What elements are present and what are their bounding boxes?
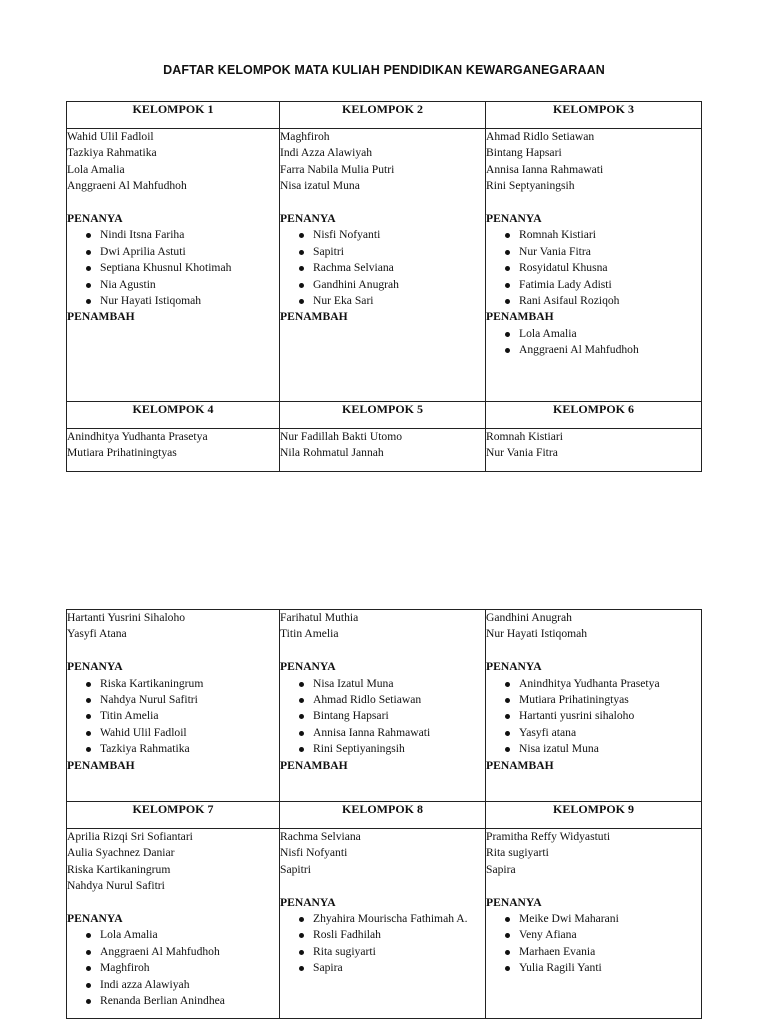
member-name: Annisa Ianna Rahmawati bbox=[486, 162, 604, 176]
list-item: Rani Asifaul Roziqoh bbox=[503, 293, 701, 309]
member-name: Gandhini Anugrah bbox=[486, 611, 572, 624]
list-item: Marhaen Evania bbox=[503, 944, 701, 960]
penanya-label: PENANYA bbox=[486, 895, 542, 909]
list-item: Nisa Izatul Muna bbox=[297, 676, 485, 692]
member-name: Mutiara Prihatiningtyas bbox=[67, 446, 177, 460]
list-item: Lola Amalia bbox=[84, 927, 279, 943]
group-header: KELOMPOK 5 bbox=[280, 402, 486, 429]
spacer bbox=[486, 195, 701, 211]
group-table-page-1 bbox=[66, 101, 702, 472]
member-name: Pramitha Reffy Widyastuti bbox=[486, 830, 611, 843]
list-item: Annisa Ianna Rahmawati bbox=[297, 725, 485, 741]
list-item: Hartanti yusrini sihaloho bbox=[503, 708, 701, 724]
penanya-list bbox=[486, 911, 701, 977]
group-cell bbox=[67, 829, 280, 1019]
list-item: Riska Kartikaningrum bbox=[84, 676, 279, 692]
penanya-list bbox=[486, 676, 701, 758]
list-item: Rosli Fadhilah bbox=[297, 927, 485, 943]
penambah-label: PENAMBAH bbox=[67, 758, 135, 772]
group-cell bbox=[280, 829, 486, 1019]
member-name: Nahdya Nurul Safitri bbox=[67, 879, 165, 893]
member-name: Aulia Syachnez Daniar bbox=[67, 846, 175, 860]
list-item: Nisfi Nofyanti bbox=[297, 227, 485, 243]
list-item: Bintang Hapsari bbox=[297, 708, 485, 724]
spacer bbox=[280, 643, 485, 659]
member-name: Rita sugiyarti bbox=[486, 846, 549, 860]
spacer bbox=[67, 643, 279, 659]
group-cell bbox=[486, 429, 702, 472]
group-header: KELOMPOK 4 bbox=[67, 402, 280, 429]
list-item: Lola Amalia bbox=[503, 326, 701, 342]
member-name: Farra Nabila Mulia Putri bbox=[280, 162, 395, 176]
group-cell bbox=[486, 829, 702, 1019]
penanya-list bbox=[67, 227, 279, 309]
spacer bbox=[280, 195, 485, 211]
list-item: Anggraeni Al Mahfudhoh bbox=[84, 944, 279, 960]
penanya-label: PENANYA bbox=[280, 212, 336, 226]
member-name: Aprilia Rizqi Sri Sofiantari bbox=[67, 830, 193, 843]
penambah-label: PENAMBAH bbox=[486, 310, 554, 324]
list-item: Dwi Aprilia Astuti bbox=[84, 244, 279, 260]
penambah-list bbox=[486, 326, 701, 359]
list-item: Nia Agustin bbox=[84, 277, 279, 293]
list-item: Yasyfi atana bbox=[503, 725, 701, 741]
penanya-label: PENANYA bbox=[486, 660, 542, 674]
list-item: Nahdya Nurul Safitri bbox=[84, 692, 279, 708]
list-item: Titin Amelia bbox=[84, 708, 279, 724]
list-item: Nindi Itsna Fariha bbox=[84, 227, 279, 243]
group-cell bbox=[67, 610, 280, 802]
member-name: Sapira bbox=[486, 862, 516, 876]
member-name: Anggraeni Al Mahfudhoh bbox=[67, 179, 187, 193]
group-cell bbox=[280, 429, 486, 472]
group-header: KELOMPOK 9 bbox=[486, 802, 702, 829]
list-item: Rita sugiyarti bbox=[297, 944, 485, 960]
penanya-list bbox=[67, 676, 279, 758]
penanya-list bbox=[280, 227, 485, 309]
list-item: Rachma Selviana bbox=[297, 260, 485, 276]
member-name: Indi Azza Alawiyah bbox=[280, 146, 373, 160]
group-cell bbox=[67, 129, 280, 402]
list-item: Wahid Ulil Fadloil bbox=[84, 725, 279, 741]
group-cell bbox=[67, 429, 280, 472]
penanya-list bbox=[280, 911, 485, 977]
penanya-label: PENANYA bbox=[67, 212, 123, 226]
list-item: Rosyidatul Khusna bbox=[503, 260, 701, 276]
spacer bbox=[486, 878, 701, 894]
spacer bbox=[67, 195, 279, 211]
list-item: Nur Hayati Istiqomah bbox=[84, 293, 279, 309]
member-name: Romnah Kistiari bbox=[486, 430, 563, 443]
list-item: Sapira bbox=[297, 960, 485, 976]
penanya-label: PENANYA bbox=[280, 895, 336, 909]
member-name: Tazkiya Rahmatika bbox=[67, 146, 157, 160]
list-item: Ahmad Ridlo Setiawan bbox=[297, 692, 485, 708]
group-cell bbox=[486, 129, 702, 402]
list-item: Tazkiya Rahmatika bbox=[84, 741, 279, 757]
list-item: Septiana Khusnul Khotimah bbox=[84, 260, 279, 276]
member-name: Riska Kartikaningrum bbox=[67, 862, 171, 876]
list-item: Anggraeni Al Mahfudhoh bbox=[503, 342, 701, 358]
list-item: Renanda Berlian Anindhea bbox=[84, 993, 279, 1009]
penanya-label: PENANYA bbox=[67, 660, 123, 674]
list-item: Indi azza Alawiyah bbox=[84, 977, 279, 993]
list-item: Veny Afiana bbox=[503, 927, 701, 943]
list-item: Maghfiroh bbox=[84, 960, 279, 976]
member-name: Nisa izatul Muna bbox=[280, 179, 360, 193]
member-name: Wahid Ulil Fadloil bbox=[67, 130, 154, 143]
member-name: Lola Amalia bbox=[67, 162, 125, 176]
member-name: Bintang Hapsari bbox=[486, 146, 562, 160]
penambah-label: PENAMBAH bbox=[280, 310, 348, 324]
spacer bbox=[486, 643, 701, 659]
group-table-page-2 bbox=[66, 609, 702, 1019]
group-header: KELOMPOK 8 bbox=[280, 802, 486, 829]
penanya-list bbox=[280, 676, 485, 758]
member-name: Hartanti Yusrini Sihaloho bbox=[67, 611, 186, 624]
penanya-label: PENANYA bbox=[280, 660, 336, 674]
list-item: Anindhitya Yudhanta Prasetya bbox=[503, 676, 701, 692]
member-name: Rini Septyaningsih bbox=[486, 179, 575, 193]
group-cell bbox=[486, 610, 702, 802]
group-header: KELOMPOK 6 bbox=[486, 402, 702, 429]
group-header: KELOMPOK 1 bbox=[67, 102, 280, 129]
member-name: Nur Vania Fitra bbox=[486, 446, 558, 460]
list-item: Mutiara Prihatiningtyas bbox=[503, 692, 701, 708]
list-item: Yulia Ragili Yanti bbox=[503, 960, 701, 976]
penanya-list bbox=[67, 927, 279, 1009]
penambah-label: PENAMBAH bbox=[486, 758, 554, 772]
list-item: Nisa izatul Muna bbox=[503, 741, 701, 757]
list-item: Meike Dwi Maharani bbox=[503, 911, 701, 927]
member-name: Nur Fadillah Bakti Utomo bbox=[280, 430, 403, 443]
penanya-label: PENANYA bbox=[486, 212, 542, 226]
member-name: Nur Hayati Istiqomah bbox=[486, 627, 588, 641]
list-item: Nur Vania Fitra bbox=[503, 244, 701, 260]
penambah-label: PENAMBAH bbox=[280, 758, 348, 772]
member-name: Sapitri bbox=[280, 862, 311, 876]
penanya-label: PENANYA bbox=[67, 912, 123, 926]
group-header: KELOMPOK 2 bbox=[280, 102, 486, 129]
member-name: Rachma Selviana bbox=[280, 830, 361, 843]
group-header: KELOMPOK 3 bbox=[486, 102, 702, 129]
group-cell bbox=[280, 610, 486, 802]
spacer bbox=[67, 895, 279, 911]
list-item: Sapitri bbox=[297, 244, 485, 260]
group-header: KELOMPOK 7 bbox=[67, 802, 280, 829]
member-name: Farihatul Muthia bbox=[280, 611, 359, 624]
list-item: Gandhini Anugrah bbox=[297, 277, 485, 293]
member-name: Ahmad Ridlo Setiawan bbox=[486, 130, 595, 143]
member-name: Titin Amelia bbox=[280, 627, 339, 641]
member-name: Nila Rohmatul Jannah bbox=[280, 446, 384, 460]
group-cell bbox=[280, 129, 486, 402]
document-title: DAFTAR KELOMPOK MATA KULIAH PENDIDIKAN KEWARGANEGARAAN bbox=[163, 63, 605, 77]
spacer bbox=[280, 878, 485, 894]
member-name: Maghfiroh bbox=[280, 130, 330, 143]
list-item: Rini Septiyaningsih bbox=[297, 741, 485, 757]
list-item: Fatimia Lady Adisti bbox=[503, 277, 701, 293]
list-item: Nur Eka Sari bbox=[297, 293, 485, 309]
member-name: Anindhitya Yudhanta Prasetya bbox=[67, 430, 208, 443]
penanya-list bbox=[486, 227, 701, 309]
penambah-label: PENAMBAH bbox=[67, 310, 135, 324]
member-name: Yasyfi Atana bbox=[67, 627, 127, 641]
list-item: Zhyahira Mourischa Fathimah A. bbox=[297, 911, 485, 927]
list-item: Romnah Kistiari bbox=[503, 227, 701, 243]
member-name: Nisfi Nofyanti bbox=[280, 846, 348, 860]
